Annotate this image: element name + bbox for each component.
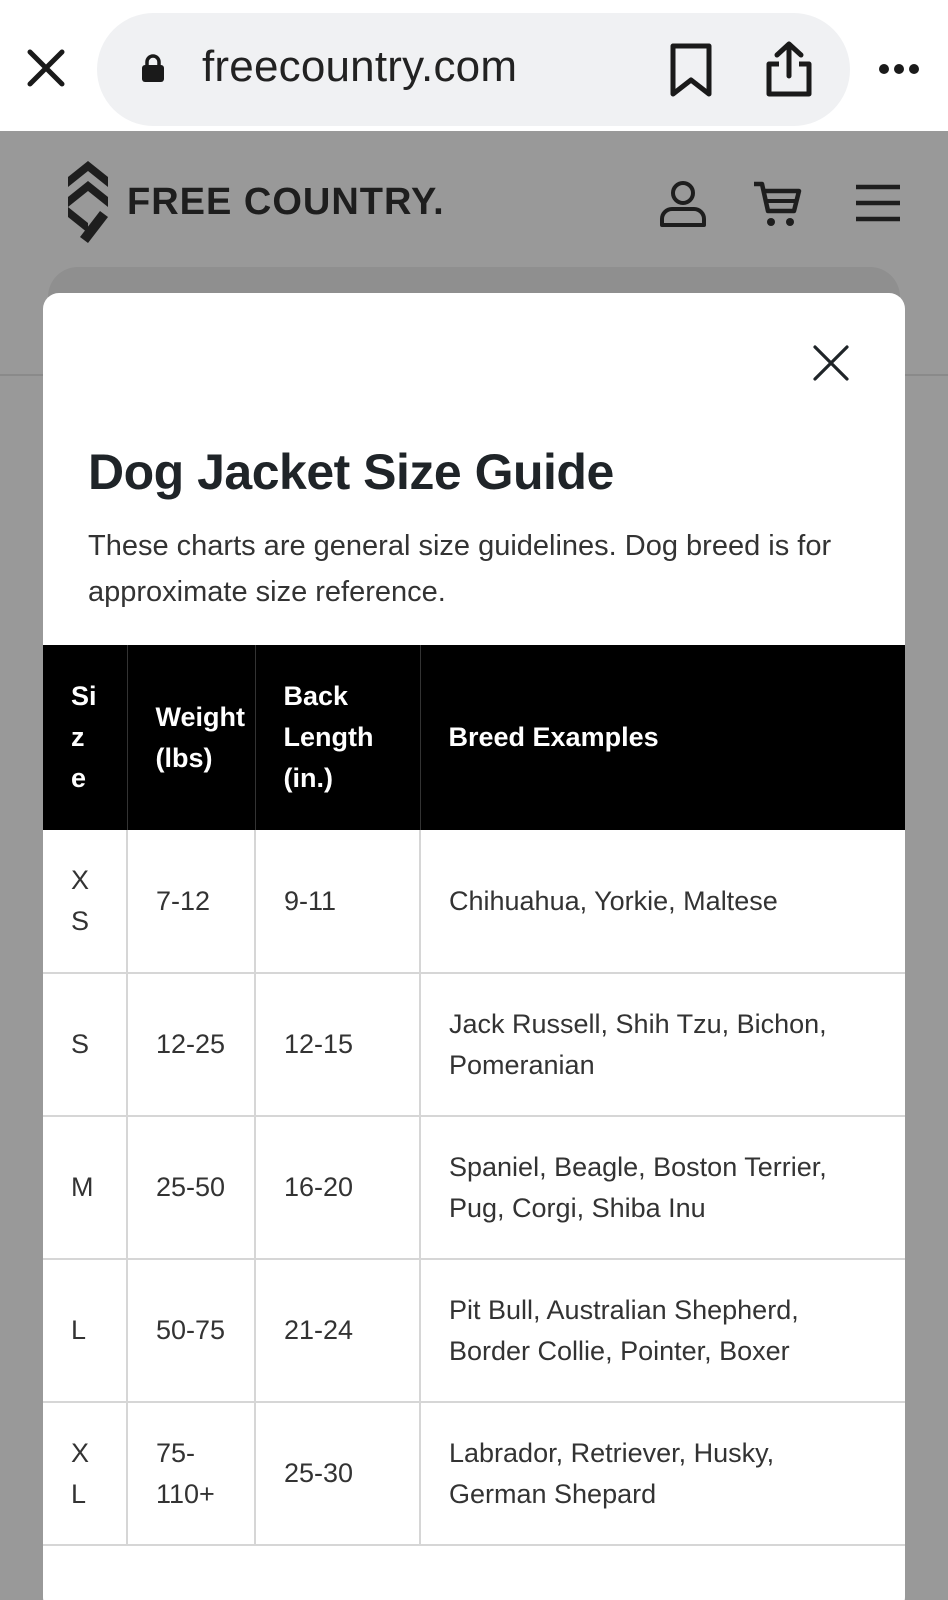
- modal-description: These charts are general size guidelines. Dog breed is for approximate size reference.: [88, 530, 832, 608]
- header-back-length: Back Length (in.): [255, 645, 420, 830]
- share-icon[interactable]: [764, 40, 814, 98]
- more-icon[interactable]: [878, 62, 920, 76]
- cell-back-length: 21-24: [255, 1259, 420, 1402]
- cell-back-length: 25-30: [255, 1402, 420, 1545]
- cell-size: L: [43, 1259, 127, 1402]
- header-size: Size: [43, 645, 127, 830]
- size-table: [43, 645, 905, 1546]
- cell-size: XL: [43, 1402, 127, 1545]
- cell-size: XS: [43, 830, 127, 973]
- cell-breeds: Pit Bull, Australian Shepherd, Border Collie, Pointer, Boxer: [420, 1259, 905, 1402]
- close-modal-icon[interactable]: [813, 345, 849, 381]
- cell-weight: 7-12: [127, 830, 255, 973]
- header-weight: Weight (lbs): [127, 645, 255, 830]
- logo-icon: [66, 159, 110, 245]
- cart-icon[interactable]: [752, 179, 802, 229]
- cell-weight: 12-25: [127, 973, 255, 1116]
- site-header: [0, 131, 948, 271]
- bookmark-icon[interactable]: [668, 42, 714, 98]
- cell-breeds: Jack Russell, Shih Tzu, Bichon, Pomeranian: [420, 973, 905, 1116]
- hamburger-menu-icon[interactable]: [854, 183, 902, 223]
- account-icon[interactable]: [658, 179, 708, 229]
- cell-breeds: Chihuahua, Yorkie, Maltese: [420, 830, 905, 973]
- lock-icon: [141, 53, 165, 83]
- table-row: [43, 1259, 905, 1402]
- brand-name[interactable]: FREE COUNTRY.: [127, 181, 445, 223]
- cell-weight: 25-50: [127, 1116, 255, 1259]
- cell-size: S: [43, 973, 127, 1116]
- cell-weight: 50-75: [127, 1259, 255, 1402]
- cell-back-length: 12-15: [255, 973, 420, 1116]
- url-text: freecountry.com: [202, 42, 518, 91]
- table-row: [43, 830, 905, 973]
- cell-back-length: 16-20: [255, 1116, 420, 1259]
- cell-size: M: [43, 1116, 127, 1259]
- table-header-row: [43, 645, 905, 830]
- table-row: [43, 973, 905, 1116]
- table-row: [43, 1402, 905, 1545]
- cell-breeds: Spaniel, Beagle, Boston Terrier, Pug, Corgi, Shiba Inu: [420, 1116, 905, 1259]
- browser-toolbar: [0, 0, 948, 131]
- cell-weight: 75-110+: [127, 1402, 255, 1545]
- cell-breeds: Labrador, Retriever, Husky, German Shepard: [420, 1402, 905, 1545]
- modal-title: Dog Jacket Size Guide: [88, 444, 614, 500]
- cell-back-length: 9-11: [255, 830, 420, 973]
- size-guide-modal: [43, 293, 905, 1600]
- header-breed-examples: Breed Examples: [420, 645, 905, 830]
- table-row: [43, 1116, 905, 1259]
- close-icon[interactable]: [24, 46, 68, 90]
